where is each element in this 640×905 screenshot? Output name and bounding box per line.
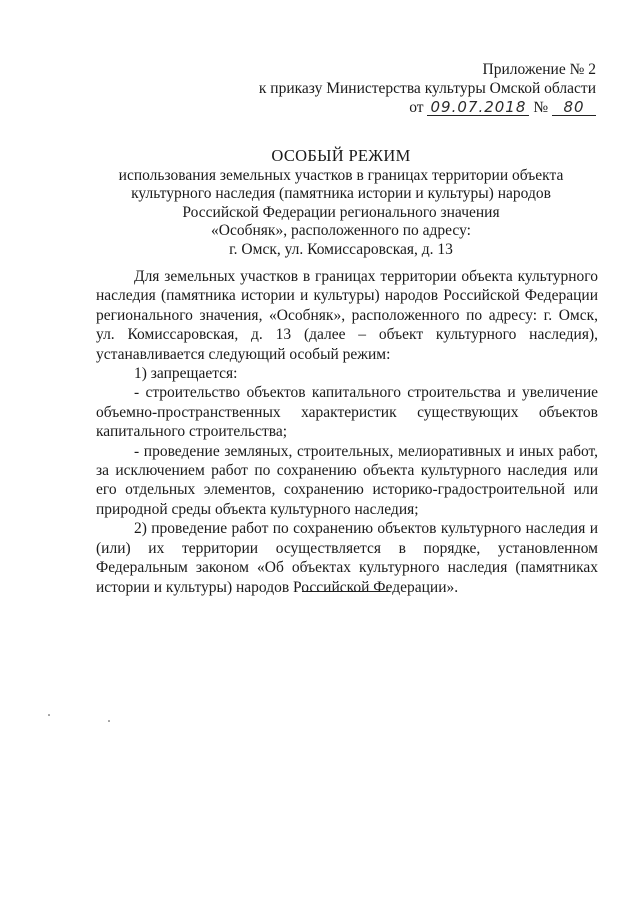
item-1-heading: 1) запрещается: bbox=[134, 365, 238, 383]
item-1-subitem-b: - проведение земляных, строительных, мелиоративных и иных работ, за исключением работ по сохранению объекта культурного наследия или его отдельных элементов, сохранению историко-градостроительной или природной среды объекта культурного наследия; bbox=[96, 442, 598, 518]
appendix-date-number-line bbox=[259, 98, 596, 117]
appendix-order-reference: к приказу Министерства культуры Омской области bbox=[258, 80, 596, 97]
title-line: Российской Федерации регионального значения bbox=[182, 203, 500, 221]
item-1-subitem-a: - строительство объектов капитального строительства и увеличение объемно-пространственных характеристик существующих объектов капитального строительства; bbox=[96, 384, 598, 441]
handwritten-date: 09.07.2018 bbox=[427, 99, 529, 116]
item-2: 2) проведение работ по сохранению объектов культурного наследия и (или) их территории осуществляется в порядке, установленном Федеральным законом «Об объектах культурного наследия (памятниках истории и культуры) народов Российской Федерации». bbox=[96, 520, 598, 596]
handwritten-order-number: 80 bbox=[552, 99, 596, 116]
title-line: культурного наследия (памятника истории и культуры) народов bbox=[131, 185, 551, 202]
appendix-header bbox=[259, 60, 596, 117]
appendix-number: Приложение № 2 bbox=[482, 61, 596, 78]
title-line: г. Омск, ул. Комиссаровская, д. 13 bbox=[229, 240, 453, 258]
title-line: «Особняк», расположенного по адресу: bbox=[211, 222, 471, 239]
intro-paragraph: Для земельных участков в границах территории объекта культурного наследия (памятника истории и культуры) народов Российской Федерации регионального значения, «Особняк», расположенного по адресу: г. Омск, ул. Комиссаровская, д. 13 (далее – объект культурного наследия), устанавливается следующий особый режим: bbox=[96, 268, 598, 363]
document-body bbox=[96, 267, 598, 597]
document-title bbox=[96, 147, 586, 259]
scan-speck bbox=[108, 720, 110, 722]
closing-divider bbox=[302, 591, 390, 592]
scan-speck bbox=[48, 714, 50, 716]
date-prefix: от bbox=[409, 99, 424, 116]
title-line: использования земельных участков в границах территории объекта bbox=[118, 166, 564, 184]
number-prefix: № bbox=[533, 99, 549, 116]
title-heading: ОСОБЫЙ РЕЖИМ bbox=[271, 146, 411, 165]
